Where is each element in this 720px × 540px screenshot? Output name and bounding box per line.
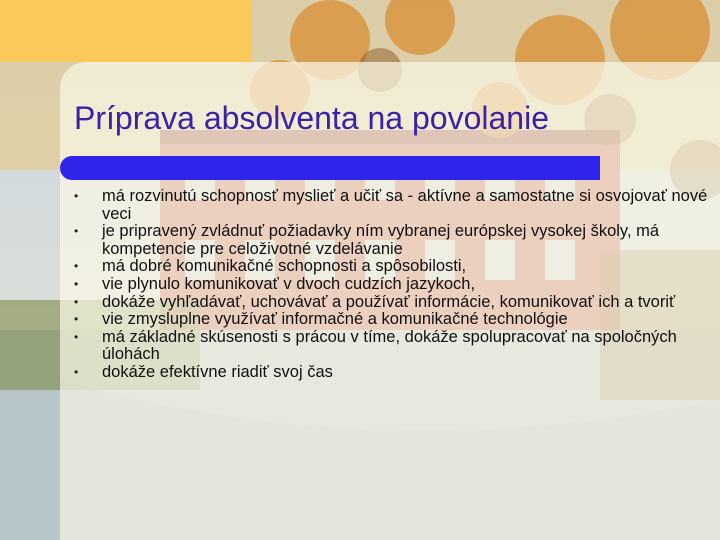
title-underline-bar xyxy=(60,156,600,180)
bullet-item: • dokáže vyhľadávať, uchovávať a používať informácie, komunikovať ich a tvoriť xyxy=(74,294,714,312)
bullet-item: • má dobré komunikačné schopnosti a spôsobilosti, xyxy=(74,258,714,276)
bullet-item: • je pripravený zvládnuť požiadavky ním vybranej európskej vysokej školy, má kompetencie pre celoživotné vzdelávanie xyxy=(74,223,714,258)
corner-accent xyxy=(0,0,252,62)
bullet-item: • má rozvinutú schopnosť myslieť a učiť sa - aktívne a samostatne si osvojovať nové veci xyxy=(74,188,714,223)
bullet-item: • vie zmysluplne využívať informačné a komunikačné technológie xyxy=(74,311,714,329)
bullet-item: • má základné skúsenosti s prácou v tíme, dokáže spolupracovať na spoločných úlohách xyxy=(74,329,714,364)
bullet-item: • vie plynulo komunikovať v dvoch cudzích jazykoch, xyxy=(74,276,714,294)
bullet-list xyxy=(74,188,714,382)
bullet-item: • dokáže efektívne riadiť svoj čas xyxy=(74,364,714,382)
slide-title: Príprava absolventa na povolanie xyxy=(74,100,549,136)
